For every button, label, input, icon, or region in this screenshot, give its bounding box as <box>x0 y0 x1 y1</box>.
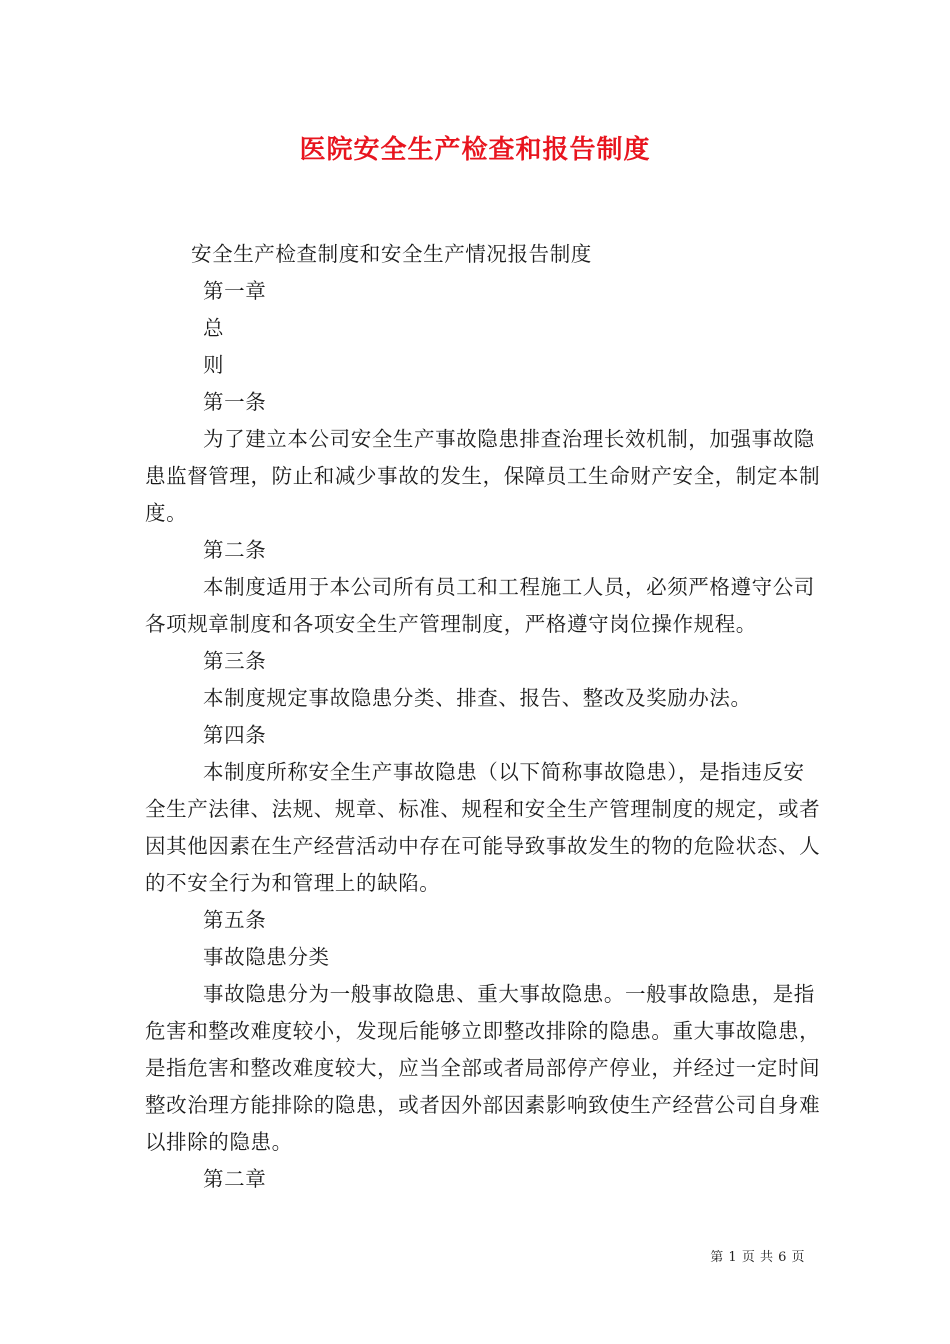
article-heading: 第三条 <box>203 649 267 673</box>
article-heading: 第五条 <box>203 908 267 932</box>
document-body <box>145 236 825 1198</box>
chapter-heading: 第二章 <box>203 1167 267 1191</box>
article-paragraph: 本制度适用于本公司所有员工和工程施工人员，必须严格遵守公司各项规章制度和各项安全生产管理制度，严格遵守岗位操作规程。 <box>145 575 815 636</box>
article-paragraph: 事故隐患分为一般事故隐患、重大事故隐患。一般事故隐患，是指危害和整改难度较小，发现后能够立即整改排除的隐患。重大事故隐患，是指危害和整改难度较大，应当全部或者局部停产停业，并经过一定时间整改治理方能排除的隐患，或者因外部因素影响致使生产经营公司自身难以排除的隐患。 <box>145 982 821 1154</box>
article-heading: 第二条 <box>203 538 267 562</box>
article-paragraph: 本制度所称安全生产事故隐患（以下简称事故隐患），是指违反安全生产法律、法规、规章、标准、规程和安全生产管理制度的规定，或者因其他因素在生产经营活动中存在可能导致事故发生的物的危险状态、人的不安全行为和管理上的缺陷。 <box>145 760 821 895</box>
article-subheading: 事故隐患分类 <box>203 945 330 969</box>
document-title: 医院安全生产检查和报告制度 <box>299 135 651 165</box>
article-heading: 第四条 <box>203 723 267 747</box>
chapter-name-part: 则 <box>203 353 225 377</box>
article-paragraph: 为了建立本公司安全生产事故隐患排查治理长效机制，加强事故隐患监督管理，防止和减少事故的发生，保障员工生命财产安全，制定本制度。 <box>145 427 821 525</box>
document-subtitle: 安全生产检查制度和安全生产情况报告制度 <box>191 242 592 266</box>
page-number: 第 1 页 共 6 页 <box>710 1250 805 1265</box>
chapter-heading: 第一章 <box>203 279 267 303</box>
chapter-name-part: 总 <box>203 316 225 340</box>
article-paragraph: 本制度规定事故隐患分类、排查、报告、整改及奖励办法。 <box>203 686 752 710</box>
article-heading: 第一条 <box>203 390 267 414</box>
